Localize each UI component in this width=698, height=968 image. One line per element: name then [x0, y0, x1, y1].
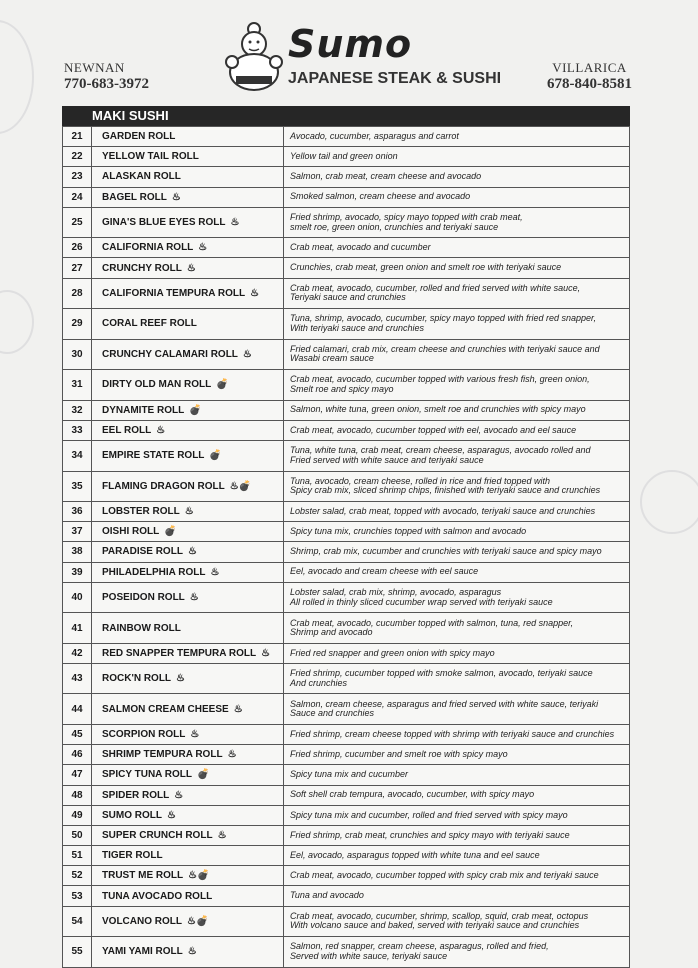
item-description: [284, 309, 630, 340]
location-city: NEWNAN: [64, 60, 125, 75]
item-name-cell: [92, 471, 284, 502]
menu-row: [63, 724, 630, 744]
item-name-cell: [92, 724, 284, 744]
item-name: RED SNAPPER TEMPURA ROLL: [102, 647, 257, 659]
description-line: smelt roe, green onion, crunchies and teriyaki sauce: [290, 221, 499, 232]
description-line: Crab meat, avocado, cucumber, shrimp, scallop, squid, crab meat, octopus: [290, 910, 589, 921]
item-description: [284, 866, 630, 886]
item-description: [284, 147, 630, 167]
menu-row: [63, 937, 630, 968]
item-name: TIGER ROLL: [102, 850, 163, 862]
cooked-and-spicy-icon: ♨💣: [229, 480, 252, 492]
description-line: Smoked salmon, cream cheese and avocado: [290, 191, 471, 202]
menu-row: [63, 339, 630, 370]
menu-row: [63, 207, 630, 238]
description-line: Salmon, cream cheese, asparagus and fried served with white sauce, teriyaki: [290, 698, 599, 709]
item-name: SALMON CREAM CHEESE: [102, 703, 229, 715]
description-line: Crab meat, avocado, cucumber topped with eel, avocado and eel sauce: [290, 424, 577, 435]
location-phone: 770-683-3972: [64, 76, 149, 92]
item-name-cell: [92, 278, 284, 309]
menu-row: [63, 643, 630, 663]
item-description: [284, 471, 630, 502]
item-number: 45: [63, 724, 92, 744]
menu-row: [63, 502, 630, 522]
description-line: Fried red snapper and green onion with spicy mayo: [290, 647, 495, 658]
description-line: Crab meat, avocado, cucumber topped with various fresh fish, green onion,: [290, 374, 590, 385]
description-line: Soft shell crab tempura, avocado, cucumber, with spicy mayo: [290, 789, 535, 800]
description-line: Served with white sauce, teriyaki sauce: [290, 950, 448, 961]
item-name: GINA'S BLUE EYES ROLL: [102, 217, 226, 228]
item-description: [284, 582, 630, 613]
item-name: SUMO ROLL: [102, 809, 162, 821]
description-line: Shrimp and avocado: [290, 627, 373, 637]
cooked-icon: ♨: [187, 546, 197, 558]
menu-row: [63, 785, 630, 805]
sumo-logo: [222, 18, 502, 98]
item-name: SUPER CRUNCH ROLL: [102, 829, 213, 841]
spicy-bomb-icon: 💣: [209, 450, 222, 462]
menu-row: [63, 846, 630, 866]
spicy-bomb-icon: 💣: [197, 769, 210, 781]
item-name-cell: [92, 906, 284, 937]
cooked-icon: ♨: [190, 729, 200, 741]
description-line: Tuna, white tuna, crab meat, cream cheese, asparagus, avocado rolled and: [290, 445, 591, 456]
description-line: Crab meat, avocado, cucumber, rolled and fried served with white sauce,: [290, 282, 581, 293]
menu-row: [63, 582, 630, 613]
menu-row: [63, 167, 630, 187]
item-name-cell: [92, 339, 284, 370]
menu-row: [63, 400, 630, 420]
item-name-cell: [92, 937, 284, 968]
item-name: CALIFORNIA ROLL: [102, 242, 194, 254]
item-description: [284, 663, 630, 694]
item-name: EMPIRE STATE ROLL: [102, 450, 205, 462]
description-line: Wasabi cream sauce: [290, 353, 374, 364]
item-name-cell: [92, 562, 284, 582]
item-name: YELLOW TAIL ROLL: [102, 151, 199, 163]
item-description: [284, 937, 630, 968]
item-number: 31: [63, 370, 92, 401]
description-line: Tuna and avocado: [290, 890, 364, 901]
description-line: Crab meat, avocado, cucumber topped with spicy crab mix and teriyaki sauce: [290, 870, 599, 881]
item-name: SHRIMP TEMPURA ROLL: [102, 749, 223, 761]
item-name-cell: [92, 441, 284, 472]
item-name-cell: [92, 309, 284, 340]
item-number: 24: [63, 187, 92, 207]
item-number: 53: [63, 886, 92, 906]
location-phone: 678-840-8581: [547, 76, 632, 92]
description-line: Crunchies, crab meat, green onion and smelt roe with teriyaki sauce: [290, 262, 562, 273]
item-number: 42: [63, 643, 92, 663]
item-number: 44: [63, 694, 92, 725]
item-name-cell: [92, 147, 284, 167]
description-line: Salmon, crab meat, cream cheese and avocado: [290, 171, 482, 182]
item-number: 40: [63, 582, 92, 613]
item-description: [284, 724, 630, 744]
item-description: [284, 906, 630, 937]
item-name-cell: [92, 694, 284, 725]
item-description: [284, 805, 630, 825]
cooked-icon: ♨: [176, 673, 186, 685]
item-description: [284, 258, 630, 278]
menu-row: [63, 187, 630, 207]
item-number: 33: [63, 420, 92, 440]
menu-row: [63, 906, 630, 937]
item-name-cell: [92, 187, 284, 207]
item-number: 23: [63, 167, 92, 187]
cooked-icon: ♨: [217, 829, 227, 841]
menu-row: [63, 562, 630, 582]
description-line: Lobster salad, crab mix, shrimp, avocado, asparagus: [290, 587, 502, 597]
item-number: 50: [63, 825, 92, 845]
cooked-icon: ♨: [210, 566, 220, 578]
item-description: [284, 127, 630, 147]
cooked-icon: ♨: [189, 592, 199, 603]
item-description: [284, 694, 630, 725]
cooked-icon: ♨: [198, 242, 208, 254]
item-name: ALASKAN ROLL: [102, 171, 181, 183]
item-name: YAMI YAMI ROLL: [102, 946, 183, 958]
menu-row: [63, 694, 630, 725]
item-description: [284, 613, 630, 644]
item-name: SCORPION ROLL: [102, 729, 186, 741]
item-name: GARDEN ROLL: [102, 131, 176, 143]
item-name: PHILADELPHIA ROLL: [102, 566, 206, 578]
item-number: 25: [63, 207, 92, 238]
item-description: [284, 643, 630, 663]
item-description: [284, 207, 630, 238]
description-line: Tuna, shrimp, avocado, cucumber, spicy mayo topped with fried red snapper,: [290, 313, 596, 324]
item-name-cell: [92, 785, 284, 805]
menu-row: [63, 471, 630, 502]
item-name-cell: [92, 400, 284, 420]
cooked-icon: ♨: [227, 749, 237, 761]
item-description: [284, 886, 630, 906]
item-description: [284, 765, 630, 785]
menu-row: [63, 663, 630, 694]
description-line: Eel, avocado, asparagus topped with white tuna and eel sauce: [290, 849, 540, 860]
description-line: Fried shrimp, crab meat, crunchies and spicy mayo with teriyaki sauce: [290, 829, 570, 840]
background-pattern: [0, 290, 34, 354]
item-name: TUNA AVOCADO ROLL: [102, 890, 213, 902]
item-name: CRUNCHY CALAMARI ROLL: [102, 348, 238, 360]
item-name-cell: [92, 542, 284, 562]
spicy-bomb-icon: 💣: [189, 404, 202, 416]
spicy-bomb-icon: 💣: [164, 526, 177, 538]
description-line: And crunchies: [290, 677, 348, 688]
item-description: [284, 846, 630, 866]
description-line: With volcano sauce and baked, served with teriyaki sauce and crunchies: [290, 920, 580, 931]
item-description: [284, 825, 630, 845]
description-line: Sauce and crunchies: [290, 708, 375, 719]
item-name-cell: [92, 420, 284, 440]
item-number: 35: [63, 471, 92, 502]
menu-row: [63, 613, 630, 644]
item-name-cell: [92, 370, 284, 401]
description-line: Teriyaki sauce and crunchies: [290, 292, 406, 303]
item-number: 26: [63, 238, 92, 258]
item-name: CRUNCHY ROLL: [102, 262, 182, 274]
description-line: Fried served with white sauce and teriyaki sauce: [290, 454, 484, 465]
cooked-icon: ♨: [184, 506, 194, 518]
menu-row: [63, 370, 630, 401]
cooked-icon: ♨: [156, 424, 166, 436]
description-line: Crab meat, avocado, cucumber topped with salmon, tuna, red snapper,: [290, 617, 574, 628]
item-description: [284, 339, 630, 370]
item-name: TRUST ME ROLL: [102, 870, 184, 882]
spicy-bomb-icon: 💣: [216, 379, 229, 391]
item-number: 28: [63, 278, 92, 309]
item-number: 47: [63, 765, 92, 785]
item-number: 29: [63, 309, 92, 340]
cooked-icon: ♨: [187, 946, 197, 958]
item-name-cell: [92, 522, 284, 542]
item-name: CORAL REEF ROLL: [102, 318, 197, 330]
cooked-icon: ♨: [242, 348, 252, 360]
item-number: 21: [63, 127, 92, 147]
item-number: 38: [63, 542, 92, 562]
item-description: [284, 400, 630, 420]
item-name-cell: [92, 127, 284, 147]
item-number: 34: [63, 441, 92, 472]
item-description: [284, 370, 630, 401]
item-name: FLAMING DRAGON ROLL: [102, 480, 225, 492]
item-name: RAINBOW ROLL: [102, 622, 181, 634]
cooked-icon: ♨: [230, 217, 240, 228]
item-name-cell: [92, 238, 284, 258]
item-number: 39: [63, 562, 92, 582]
item-number: 49: [63, 805, 92, 825]
villarica-location: [547, 60, 632, 93]
item-name: VOLCANO ROLL: [102, 915, 182, 927]
menu-row: [63, 309, 630, 340]
item-number: 32: [63, 400, 92, 420]
item-name: PARADISE ROLL: [102, 546, 183, 558]
item-number: 43: [63, 663, 92, 694]
item-name: ROCK'N ROLL: [102, 673, 172, 685]
item-number: 30: [63, 339, 92, 370]
item-name-cell: [92, 765, 284, 785]
item-number: 48: [63, 785, 92, 805]
item-number: 46: [63, 745, 92, 765]
description-line: Avocado, cucumber, asparagus and carrot: [290, 130, 459, 141]
item-description: [284, 785, 630, 805]
item-name-cell: [92, 613, 284, 644]
brand-tagline: JAPANESE STEAK & SUSHI: [288, 70, 502, 87]
menu-row: [63, 420, 630, 440]
item-description: [284, 562, 630, 582]
item-name-cell: [92, 825, 284, 845]
cooked-icon: ♨: [186, 262, 196, 274]
item-description: [284, 238, 630, 258]
item-name: OISHI ROLL: [102, 526, 160, 538]
menu-row: [63, 825, 630, 845]
item-name-cell: [92, 258, 284, 278]
item-name: EEL ROLL: [102, 424, 152, 436]
cooked-and-spicy-icon: ♨💣: [187, 915, 209, 927]
menu-header: [0, 0, 698, 105]
item-name-cell: [92, 663, 284, 694]
menu-row: [63, 278, 630, 309]
description-line: Smelt roe and spicy mayo: [290, 383, 394, 394]
item-name: DIRTY OLD MAN ROLL: [102, 379, 212, 391]
menu-row: [63, 805, 630, 825]
menu-row: [63, 866, 630, 886]
item-description: [284, 278, 630, 309]
item-name-cell: [92, 502, 284, 522]
item-name: POSEIDON ROLL: [102, 592, 185, 603]
item-name: CALIFORNIA TEMPURA ROLL: [102, 287, 246, 299]
item-name-cell: [92, 745, 284, 765]
item-name-cell: [92, 886, 284, 906]
item-description: [284, 522, 630, 542]
description-line: Eel, avocado and cream cheese with eel sauce: [290, 566, 479, 577]
menu-row: [63, 127, 630, 147]
item-name-cell: [92, 866, 284, 886]
menu-row: [63, 147, 630, 167]
item-number: 54: [63, 906, 92, 937]
description-line: Crab meat, avocado and cucumber: [290, 242, 431, 253]
item-number: 52: [63, 866, 92, 886]
item-number: 37: [63, 522, 92, 542]
location-city: VILLARICA: [552, 60, 627, 75]
description-line: Spicy tuna mix and cucumber, rolled and fried served with spicy mayo: [290, 809, 568, 820]
description-line: With teriyaki sauce and crunchies: [290, 322, 424, 333]
menu-row: [63, 238, 630, 258]
menu-row: [63, 441, 630, 472]
description-line: Spicy tuna mix, crunchies topped with salmon and avocado: [290, 526, 527, 537]
item-number: 51: [63, 846, 92, 866]
menu-row: [63, 522, 630, 542]
description-line: All rolled in thinly sliced cucumber wrap served with teriyaki sauce: [290, 596, 553, 607]
item-name: LOBSTER ROLL: [102, 506, 180, 518]
maki-sushi-menu: [62, 106, 630, 968]
background-pattern: [640, 470, 698, 534]
menu-row: [63, 745, 630, 765]
menu-row: [63, 258, 630, 278]
description-line: Tuna, avocado, cream cheese, rolled in rice and fried topped with: [290, 475, 550, 486]
description-line: Salmon, red snapper, cream cheese, asparagus, rolled and fried,: [290, 941, 549, 952]
item-name-cell: [92, 805, 284, 825]
cooked-icon: ♨: [233, 703, 243, 715]
description-line: Salmon, white tuna, green onion, smelt roe and crunchies with spicy mayo: [290, 404, 586, 415]
menu-row: [63, 886, 630, 906]
item-description: [284, 502, 630, 522]
item-number: 22: [63, 147, 92, 167]
item-name: BAGEL ROLL: [102, 191, 167, 203]
description-line: Shrimp, crab mix, cucumber and crunchies with teriyaki sauce and spicy mayo: [290, 546, 602, 557]
cooked-icon: ♨: [174, 789, 184, 801]
item-number: 41: [63, 613, 92, 644]
item-description: [284, 167, 630, 187]
cooked-icon: ♨: [167, 809, 176, 821]
description-line: Fried calamari, crab mix, cream cheese and crunchies with teriyaki sauce and: [290, 343, 600, 354]
cooked-and-spicy-icon: ♨💣: [188, 870, 210, 882]
description-line: Fried shrimp, cream cheese topped with shrimp with teriyaki sauce and crunchies: [290, 728, 615, 739]
item-number: 36: [63, 502, 92, 522]
item-name-cell: [92, 582, 284, 613]
sumo-wrestler-icon: [222, 20, 286, 94]
description-line: Fried shrimp, cucumber and smelt roe with spicy mayo: [290, 748, 508, 759]
item-name-cell: [92, 846, 284, 866]
description-line: Spicy crab mix, sliced shrimp chips, finished with teriyaki sauce and crunchies: [290, 485, 601, 496]
item-description: [284, 420, 630, 440]
description-line: Spicy tuna mix and cucumber: [290, 769, 409, 780]
cooked-icon: ♨: [250, 287, 260, 299]
item-number: 55: [63, 937, 92, 968]
item-description: [284, 542, 630, 562]
menu-row: [63, 765, 630, 785]
item-description: [284, 187, 630, 207]
description-line: Fried shrimp, cucumber topped with smoke salmon, avocado, teriyaki sauce: [290, 668, 593, 679]
description-line: Lobster salad, crab meat, topped with avocado, teriyaki sauce and crunchies: [290, 505, 596, 516]
item-name-cell: [92, 167, 284, 187]
menu-table: [62, 126, 630, 968]
item-name-cell: [92, 643, 284, 663]
item-name-cell: [92, 207, 284, 238]
newnan-location: [64, 60, 149, 93]
item-number: 27: [63, 258, 92, 278]
brand-name: Sumo: [288, 22, 413, 66]
section-title: MAKI SUSHI: [62, 106, 630, 126]
item-name: DYNAMITE ROLL: [102, 404, 185, 416]
description-line: Fried shrimp, avocado, spicy mayo topped with crab meat,: [290, 212, 523, 222]
item-description: [284, 745, 630, 765]
item-name: SPICY TUNA ROLL: [102, 769, 193, 781]
item-name: SPIDER ROLL: [102, 789, 170, 801]
item-description: [284, 441, 630, 472]
description-line: Yellow tail and green onion: [290, 151, 398, 162]
cooked-icon: ♨: [171, 191, 181, 203]
menu-row: [63, 542, 630, 562]
cooked-icon: ♨: [261, 647, 271, 659]
